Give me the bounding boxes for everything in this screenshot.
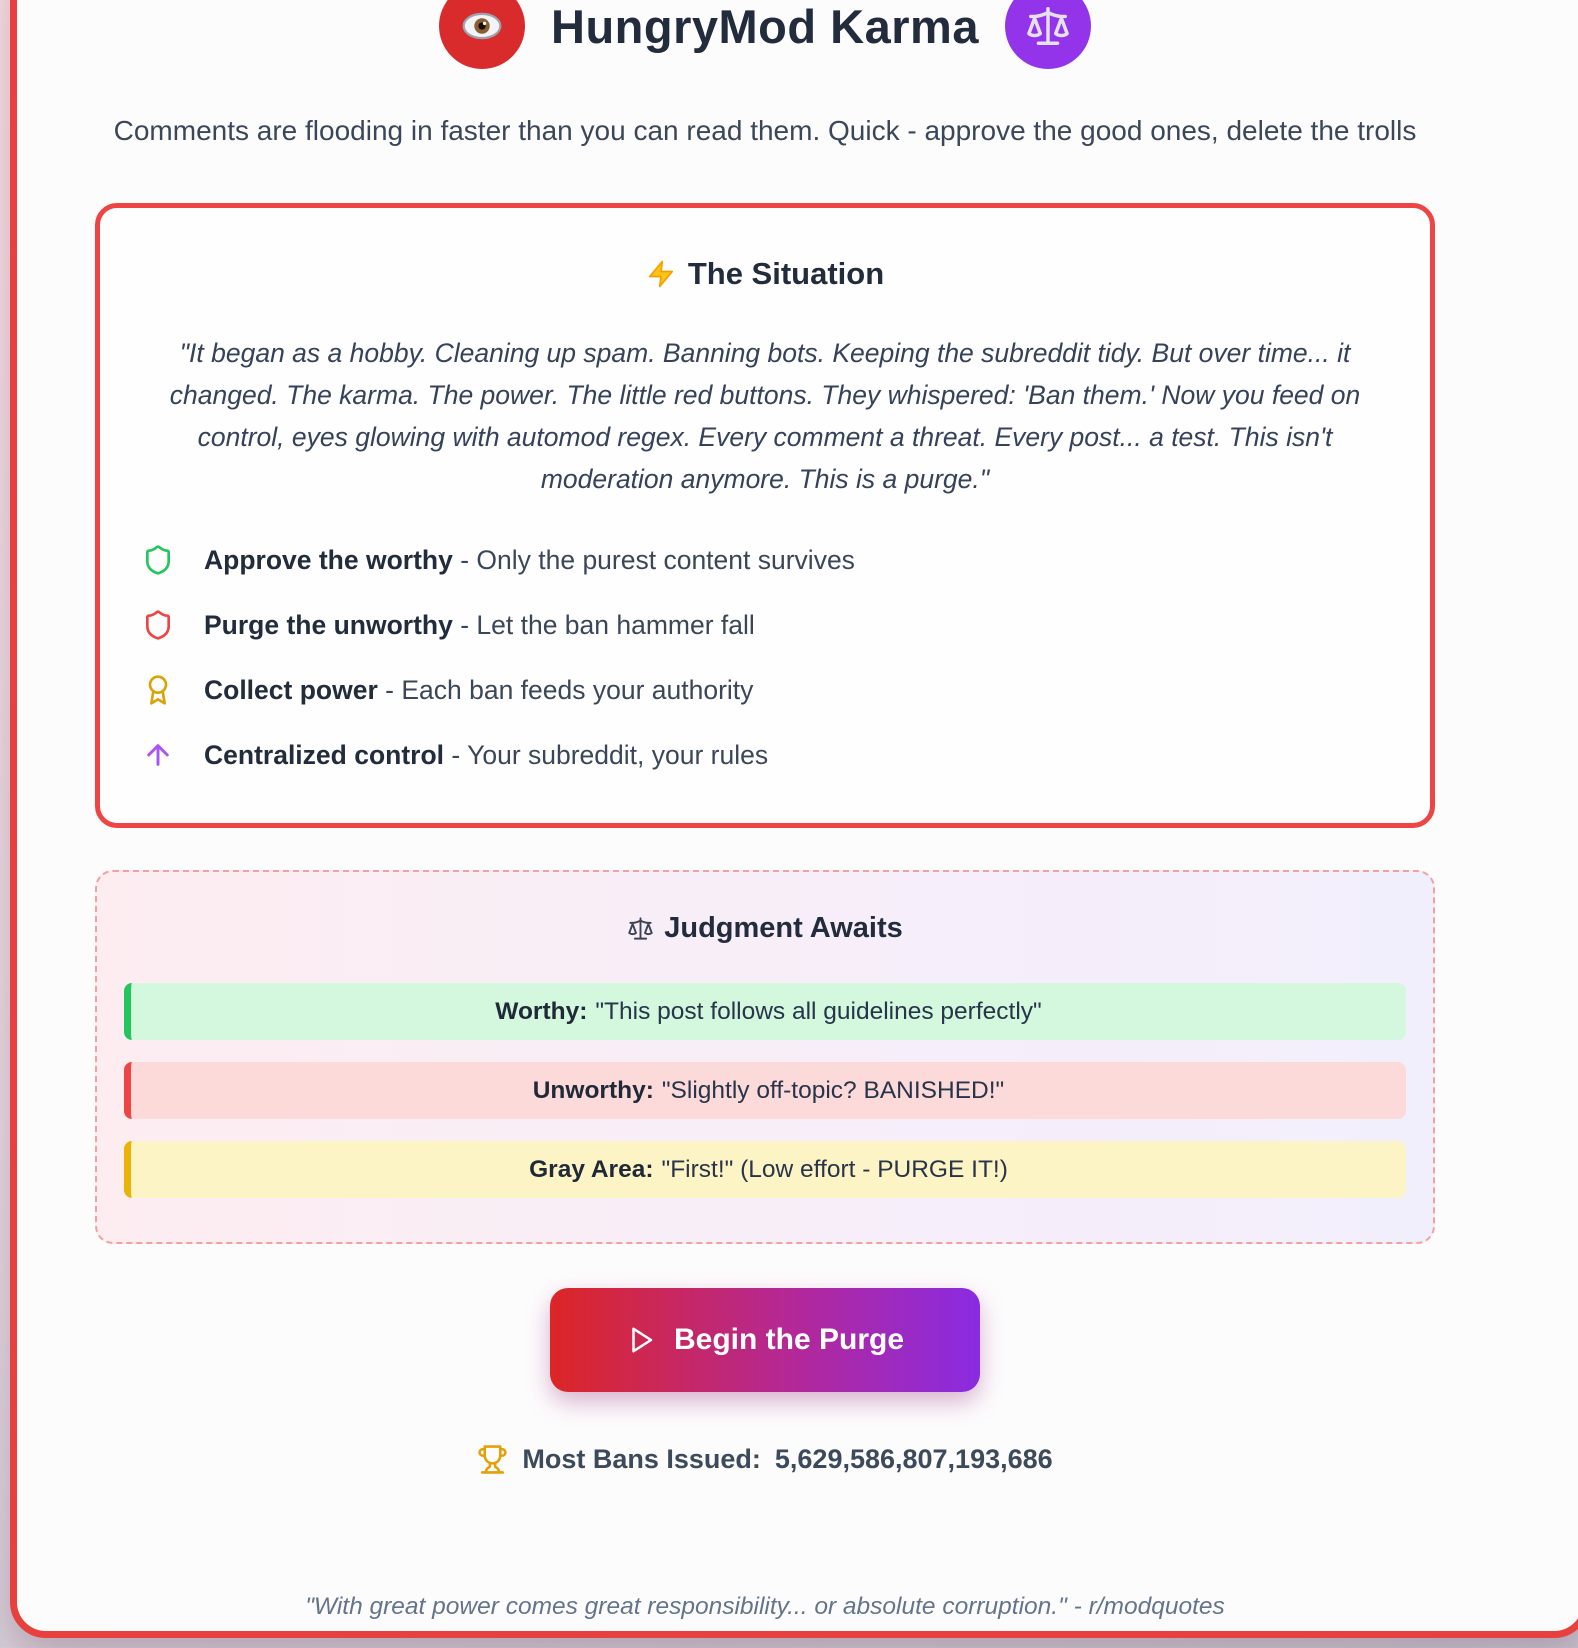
game-intro-card — [10, 0, 1578, 1638]
begin-purge-label: Begin the Purge — [673, 1323, 905, 1356]
cta-row — [95, 1288, 1435, 1392]
feature-desc: - Your subreddit, your rules — [451, 739, 769, 770]
situation-panel — [95, 203, 1435, 828]
feature-label: Approve the worthy — [204, 544, 453, 575]
high-score — [95, 1444, 1435, 1475]
award-icon — [142, 674, 174, 706]
example-text: "First!" (Low effort - PURGE IT!) — [661, 1155, 1008, 1183]
high-score-value: 5,629,586,807,193,686 — [774, 1444, 1053, 1474]
feature-power — [142, 674, 1388, 706]
judgment-heading — [124, 912, 1406, 945]
example-unworthy — [124, 1062, 1406, 1119]
intro-content — [95, 0, 1435, 1621]
example-gray-area — [124, 1141, 1406, 1198]
example-label: Unworthy: — [532, 1076, 654, 1104]
example-label: Worthy: — [495, 997, 588, 1025]
feature-desc: - Each ban feeds your authority — [385, 674, 754, 705]
judgment-panel — [95, 870, 1435, 1244]
trophy-icon — [477, 1444, 508, 1475]
scales-icon — [627, 915, 654, 942]
example-worthy — [124, 983, 1406, 1040]
shield-icon — [142, 609, 174, 641]
situation-quote: "It began as a hobby. Cleaning up spam. Banning bots. Keeping the subreddit tidy. But over time... it changed. The karma. The power. The little red buttons. They whispered: 'Ban them.' Now you feed on control, eyes glowing with automod regex. Every comment a threat. Every post... a test. This isn't moderation anymore. This is a purge." — [169, 338, 1361, 494]
judgment-heading-text: Judgment Awaits — [664, 912, 903, 944]
feature-approve — [142, 544, 1388, 576]
feature-label: Purge the unworthy — [204, 609, 453, 640]
feature-desc: - Only the purest content survives — [460, 544, 855, 575]
example-list — [124, 983, 1406, 1198]
feature-label: Collect power — [204, 674, 378, 705]
scales-icon — [1025, 3, 1071, 49]
example-text: "This post follows all guidelines perfectly" — [595, 997, 1042, 1025]
arrow-up-icon — [142, 739, 174, 771]
lightning-icon — [646, 259, 676, 289]
subtitle: Comments are flooding in faster than you can read them. Quick - approve the good ones, delete the trolls — [113, 115, 1417, 146]
feature-purge — [142, 609, 1388, 641]
eye-icon — [460, 4, 504, 48]
page-title: HungryMod Karma — [551, 0, 979, 53]
scales-badge — [1005, 0, 1091, 69]
feature-list — [142, 544, 1388, 771]
feature-label: Centralized control — [204, 739, 445, 770]
example-label: Gray Area: — [529, 1155, 654, 1183]
high-score-label: Most Bans Issued: — [522, 1444, 761, 1474]
example-text: "Slightly off-topic? BANISHED!" — [661, 1076, 1005, 1104]
feature-control — [142, 739, 1388, 771]
eye-badge — [439, 0, 525, 69]
feature-desc: - Let the ban hammer fall — [460, 609, 755, 640]
begin-purge-button[interactable] — [550, 1288, 980, 1392]
footer-quote: "With great power comes great responsibility... or absolute corruption." - r/modquotes — [305, 1593, 1225, 1620]
situation-heading — [142, 256, 1388, 292]
play-icon — [626, 1325, 656, 1355]
header — [95, 0, 1435, 69]
shield-icon — [142, 544, 174, 576]
situation-heading-text: The Situation — [687, 256, 885, 291]
